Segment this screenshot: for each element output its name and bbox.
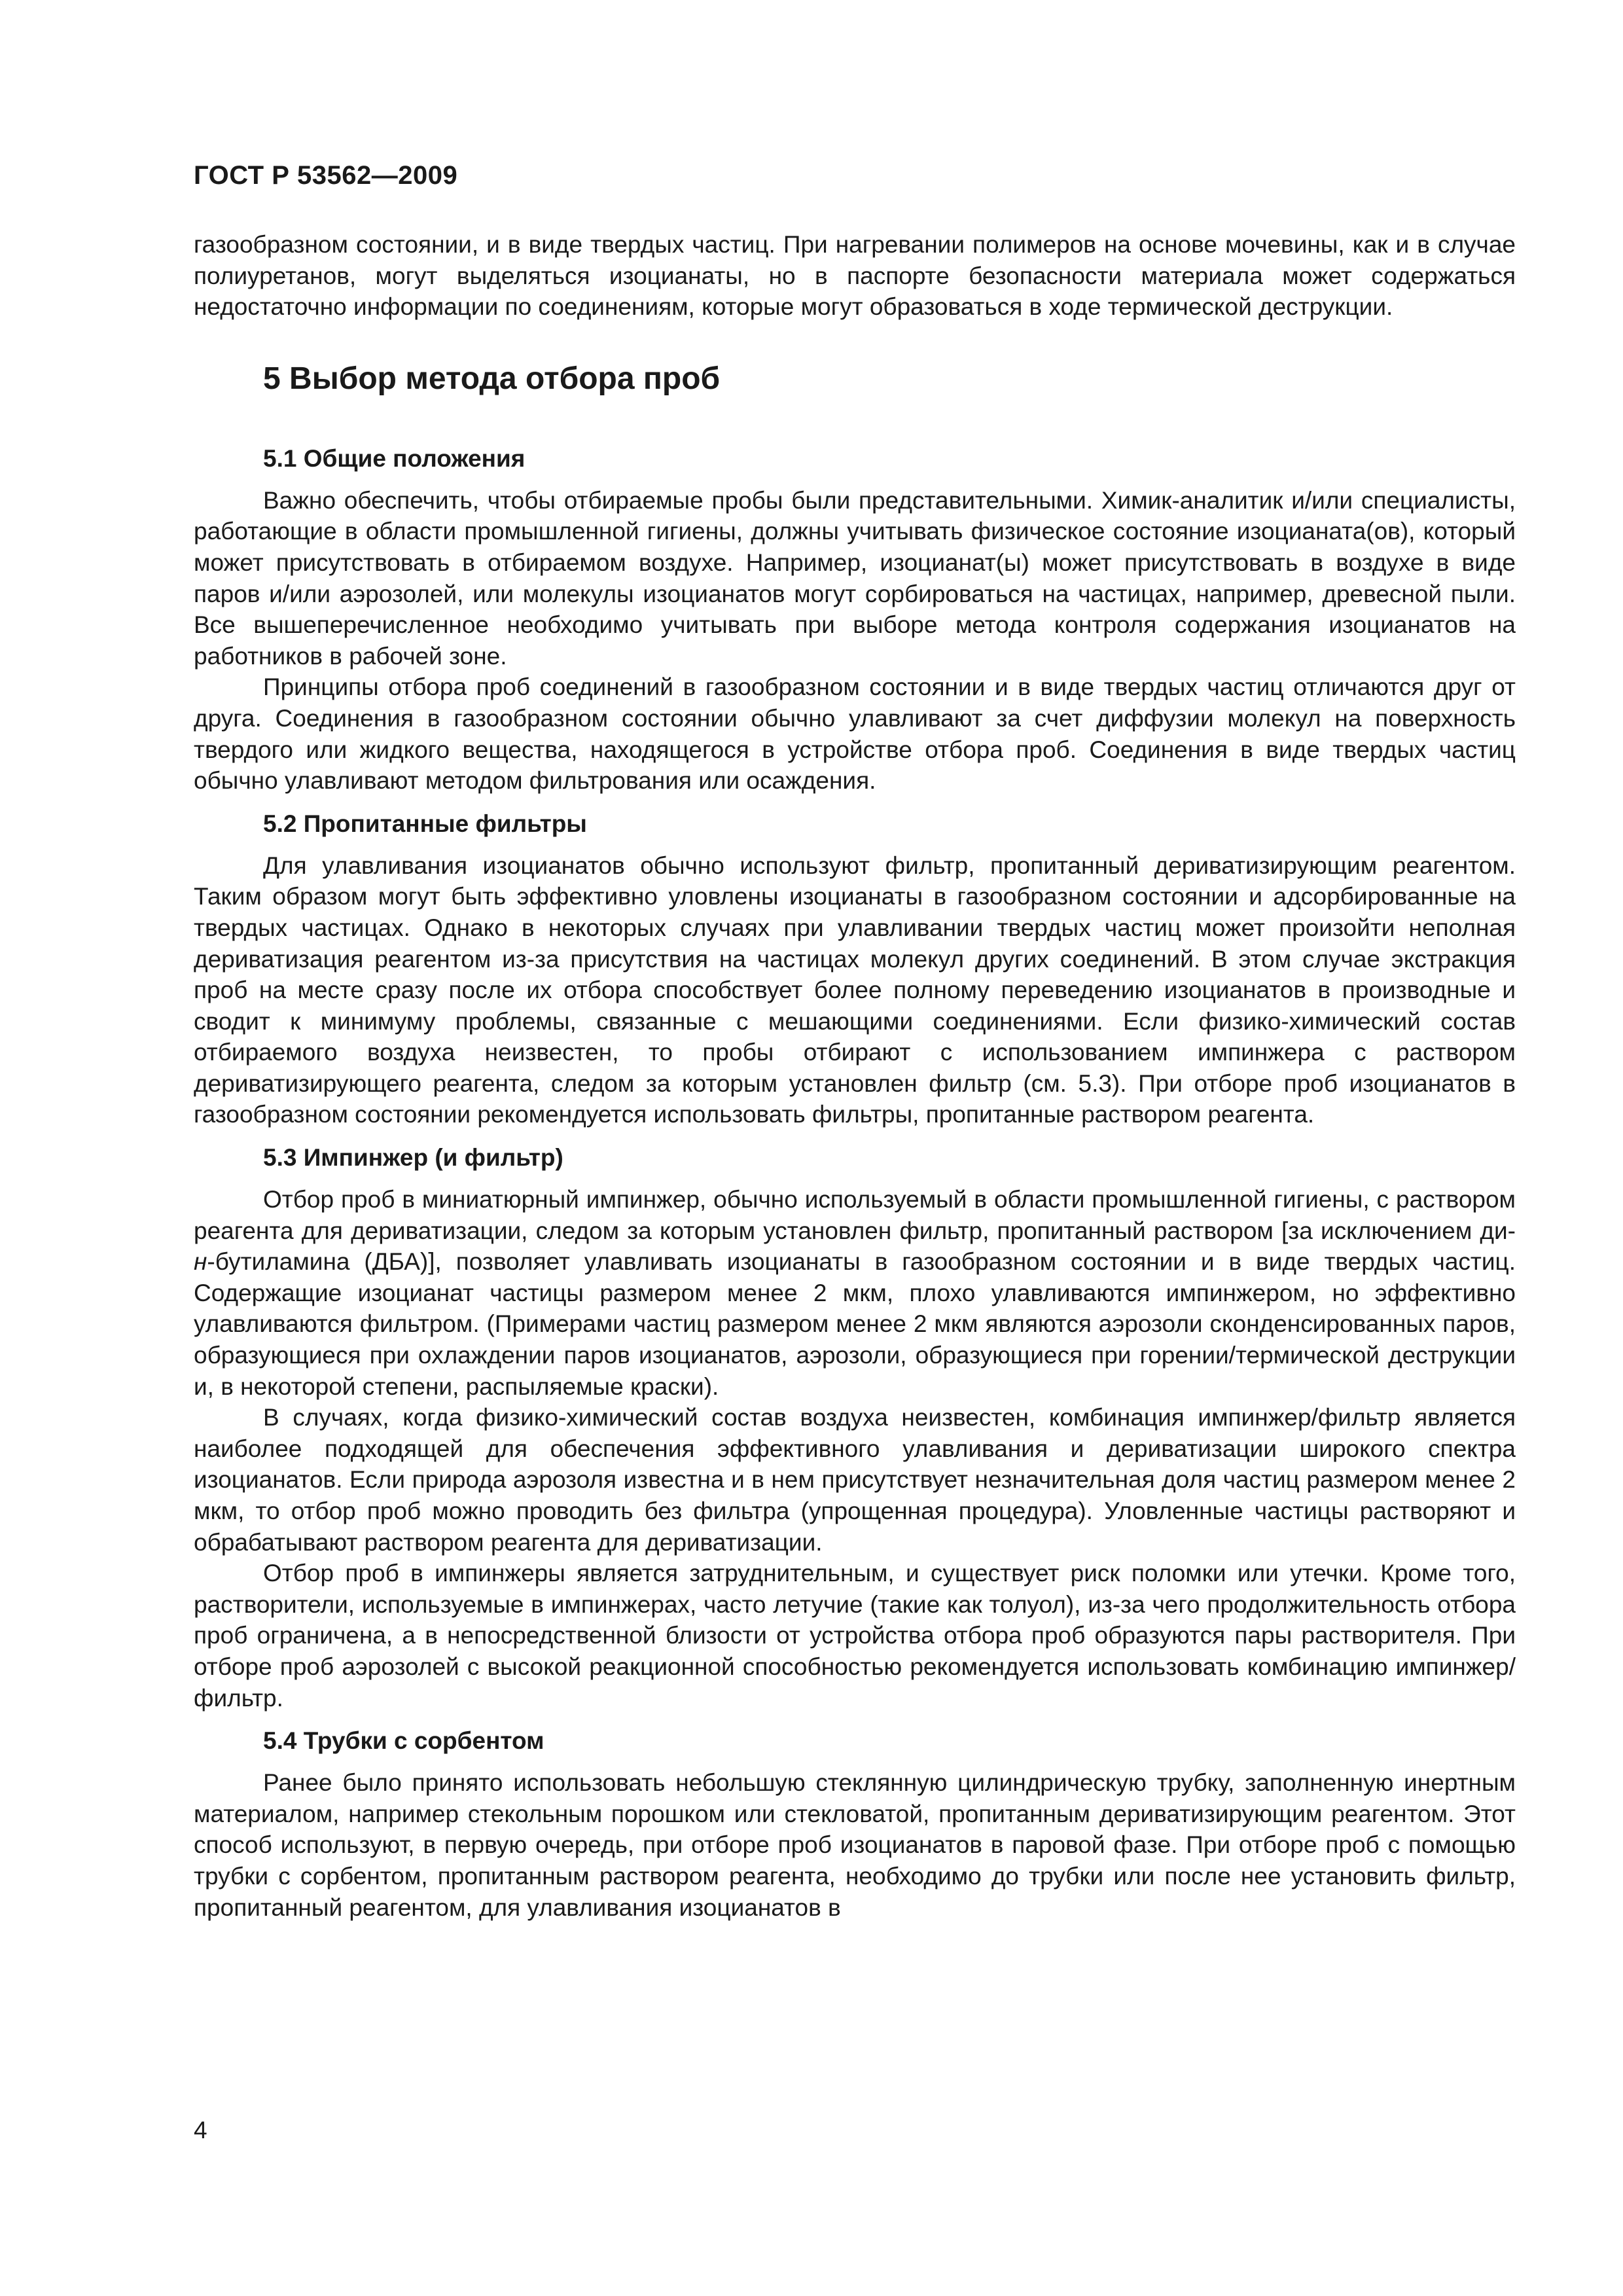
paragraph-5-1-2: Принципы отбора проб соединений в газообразном состоянии и в виде твердых частиц отличаются друг от друга. Соединения в газообразном состоянии обычно улавливают за счет диффузии молекул на поверхность твердого или жидкого вещества, находящегося в устройстве отбора проб. Соединения в виде твердых частиц обычно улавливают методом фильтрования или осаждения.: [194, 673, 1516, 795]
intro-paragraph: газообразном состоянии, и в виде твердых частиц. При нагревании полимеров на основе мочевины, как и в случае полиуретанов, могут выделяться изоцианаты, но в паспорте безопасности материала может содержаться недостаточно информации по соединениям, которые могут образоваться в ходе термической деструкции.: [194, 231, 1516, 321]
subsection-title-5-3: 5.3 Импинжер (и фильтр): [263, 1144, 563, 1172]
paragraph-5-4-1: Ранее было принято использовать небольшую стеклянную цилиндрическую трубку, заполненную инертным материалом, например стекольным порошком или стекловатой, пропитанным дериватизирующим реагентом. Этот способ используют, в первую очередь, при отборе проб изоцианатов в паровой фазе. При отборе проб с помощью трубки с сорбентом, пропитанным раствором реагента, необходимо до трубки или после нее установить фильтр, пропитанный реагентом, для улавливания изоцианатов в: [194, 1769, 1516, 1921]
document-body: [194, 229, 1516, 1923]
page-number: 4: [194, 2117, 207, 2144]
italic-n: н: [194, 1248, 207, 1276]
document-header: ГОСТ Р 53562—2009: [194, 161, 458, 190]
paragraph-5-3-1-part-a: Отбор проб в миниатюрный импинжер, обычно используемый в области промышленной гигиены, с раствором реагента для дериватизации, следом за которым установлен фильтр, пропитанный раствором [за исключением ди-: [194, 1186, 1516, 1244]
paragraph-5-3-2: В случаях, когда физико-химический состав воздуха неизвестен, комбинация импинжер/фильтр является наиболее подходящей для обеспечения эффективного улавливания и дериватизации широкого спектра изоцианатов. Если природа аэрозоля известна и в нем присутствует незначительная доля частиц размером менее 2 мкм, то отбор проб можно проводить без фильтра (упрощенная процедура). Уловленные частицы растворяют и обрабатывают раствором реагента для дериватизации.: [194, 1404, 1516, 1556]
subsection-title-5-1: 5.1 Общие положения: [263, 444, 526, 472]
paragraph-5-3-1: [194, 1184, 1516, 1402]
paragraph-5-3-1-part-b: -бутиламина (ДБА)], позволяет улавливать изоцианаты в газообразном состоянии и в виде твердых частиц. Содержащие изоцианат частицы размером менее 2 мкм, плохо улавливаются импинжером, но эффективно улавливаются фильтром. (Примерами частиц размером менее 2 мкм являются аэрозоли сконденсированных паров, образующиеся при охлаждении паров изоцианатов, аэрозоли, образующиеся при горении/термической деструкции и, в некоторой степени, распыляемые краски).: [194, 1248, 1516, 1400]
paragraph-5-3-3: Отбор проб в импинжеры является затруднительным, и существует риск поломки или утечки. Кроме того, растворители, используемые в импинжерах, часто летучие (такие как толуол), из-за чего продолжительность отбора проб ограничена, а в непосредственной близости от устройства отбора проб образуются пары растворителя. При отборе проб аэрозолей с высокой реакционной способностью рекомендуется использовать комбинацию импинжер/фильтр.: [194, 1560, 1516, 1712]
section-title: 5 Выбор метода отбора проб: [263, 361, 721, 396]
subsection-title-5-4: 5.4 Трубки с сорбентом: [263, 1727, 544, 1755]
paragraph-5-2-1: Для улавливания изоцианатов обычно используют фильтр, пропитанный дериватизирующим реагентом. Таким образом могут быть эффективно уловлены изоцианаты в газообразном состоянии и адсорбированные на твердых частицах. Однако в некоторых случаях при улавливании твердых частиц может произойти неполная дериватизация реагентом из-за присутствия на частицах молекул других соединений. В этом случае экстракция проб на месте сразу после их отбора способствует более полному переведению изоцианатов в производные и сводит к минимуму проблемы, связанные с мешающими соединениями. Если физико-химический состав отбираемого воздуха неизвестен, то пробы отбирают с использованием импинжера с раствором дериватизирующего реагента, следом за которым установлен фильтр (см. 5.3). При отборе проб изоцианатов в газообразном состоянии рекомендуется использовать фильтры, пропитанные раствором реагента.: [194, 852, 1516, 1128]
subsection-title-5-2: 5.2 Пропитанные фильтры: [263, 810, 587, 837]
paragraph-5-1-1: Важно обеспечить, чтобы отбираемые пробы были представительными. Химик-аналитик и/или специалисты, работающие в области промышленной гигиены, должны учитывать физическое состояние изоцианата(ов), который может присутствовать в отбираемом воздухе. Например, изоцианат(ы) может присутствовать в воздухе в виде паров и/или аэрозолей, или молекулы изоцианатов могут сорбироваться на частицах, например, древесной пыли. Все вышеперечисленное необходимо учитывать при выборе метода контроля содержания изоцианатов на работников в рабочей зоне.: [194, 486, 1516, 670]
